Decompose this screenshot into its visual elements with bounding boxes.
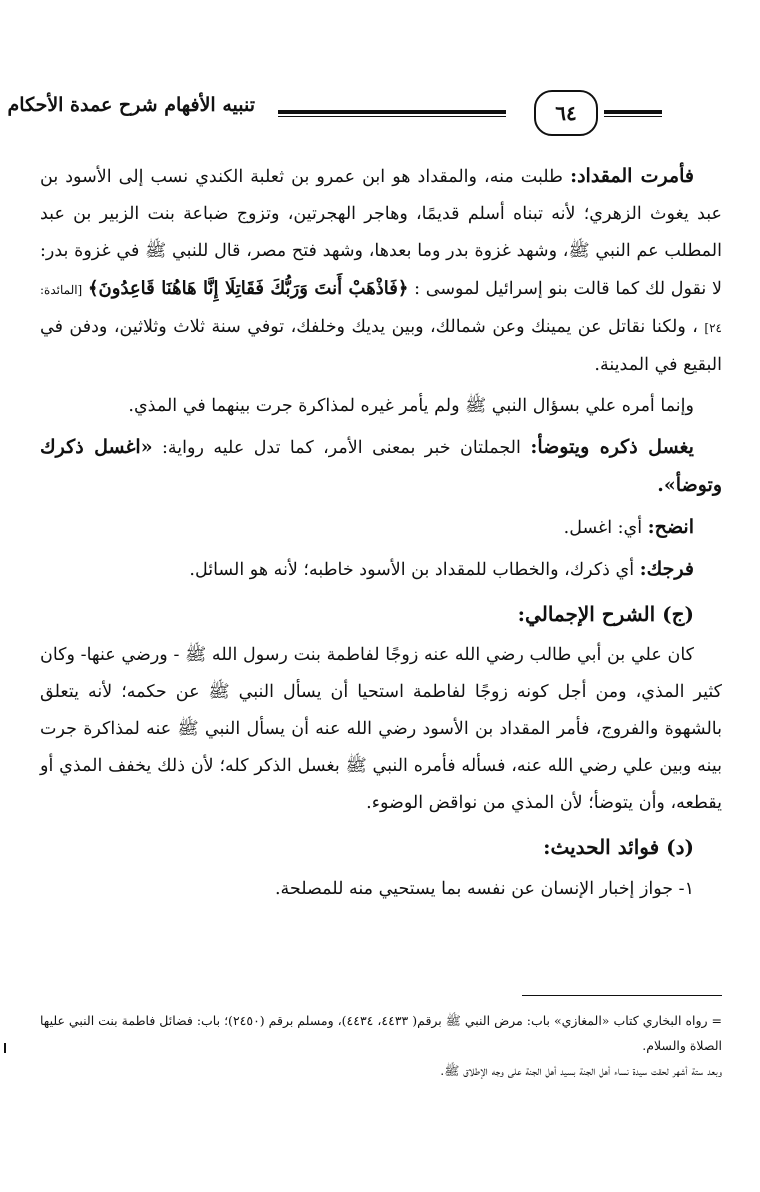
keyword-private: فرجك: [639, 558, 694, 580]
main-text [40, 158, 722, 908]
footnotes [40, 1008, 722, 1083]
paragraph-text: كان علي بن أبي طالب رضي الله عنه زوجًا لفاطمة بنت رسول الله ﷺ - ورضي عنها- وكان كثير المذي، ومن أجل كونه زوجًا لفاطمة استحيا أن يسأل النبي ﷺ عن حكمه؛ لأنه يتعلق بالشهوة والفروج، فأمر المقداد بن الأسود رضي الله عنه أن يسأل النبي ﷺ عنه لمذاكرة جرت بينه وبين علي رضي الله عنه، فسأله فأمره النبي ﷺ بغسل الذكر كله؛ لأن ذلك يخفف المذي أو يقطعه، وأن يتوضأ؛ لأن المذي من نواقض الوضوء. [40, 645, 722, 813]
keyword-sprinkle: انضح: [647, 516, 694, 538]
footnote-text: = رواه البخاري كتاب «المغازي» باب: مرض النبي ﷺ برقم( ٤٤٣٣، ٤٤٣٤)، ومسلم برقم (٢٤٥٠)؛ باب: فضائل فاطمة بنت النبي عليها الصلاة والسلام. [40, 1013, 722, 1053]
verse-reference: [المائدة: ٢٤] [40, 283, 722, 335]
section-heading-benefits: (د) فوائد الحديث: [543, 835, 694, 859]
header-rule-right-thin [604, 116, 662, 117]
paragraph-wash [40, 429, 722, 505]
footnote-rule [522, 995, 722, 996]
paragraph-text: أي: اغسل. [563, 518, 643, 538]
narration-quote: «اغسل ذكرك وتوضأ». [40, 436, 722, 496]
header-rule-left [278, 110, 506, 114]
paragraph-text: طلبت منه، والمقداد هو ابن عمرو بن ثعلبة الكندي نسب إلى الأسود بن عبد يغوث الزهري؛ لأنه تبناه أسلم قديمًا، وهاجر الهجرتين، وتزوج ضباعة بنت الزبير بن عبد المطلب عم النبي ﷺ، وشهد غزوة بدر وما بعدها، وشهد فتح مصر، قال للنبي ﷺ في غزوة بدر: لا نقول لك كما قالت بنو إسرائيل لموسى : [40, 167, 722, 299]
paragraph-miqdad [40, 158, 722, 384]
paragraph-summary [40, 637, 722, 822]
page-number: ٦٤ [534, 90, 598, 136]
keyword-wash: يغسل ذكره ويتوضأ: [530, 436, 694, 458]
section-heading-summary: (ج) الشرح الإجمالي: [517, 602, 694, 626]
paragraph-text: ، ولكنا نقاتل عن يمينك وعن شمالك، وبين يديك وخلفك، توفي سنة ثلاث وثلاثين، ودفن في البقيع في المدينة. [40, 317, 722, 375]
quran-verse: ﴿فَاذْهَبْ أَنتَ وَرَبُّكَ فَقَاتِلَا إِنَّا هَاهُنَا قَاعِدُونَ﴾ [88, 278, 409, 299]
paragraph-reason [40, 388, 722, 425]
paragraph-sprinkle [40, 509, 722, 547]
header-rule-right [604, 110, 662, 114]
paragraph-text: وإنما أمره علي بسؤال النبي ﷺ ولم يأمر غيره لمذاكرة جرت بينهما في المذي. [128, 396, 694, 416]
paragraph-text: الجملتان خبر بمعنى الأمر، كما تدل عليه رواية: [162, 438, 521, 458]
paragraph-private [40, 551, 722, 589]
running-header [0, 86, 760, 142]
paragraph-text: أي ذكرك، والخطاب للمقداد بن الأسود خاطبه؛ لأنه هو السائل. [189, 560, 635, 580]
margin-mark [4, 1043, 6, 1053]
header-rule-left-thin [278, 116, 506, 117]
benefit-item: ١- جواز إخبار الإنسان عن نفسه بما يستحيي منه للمصلحة. [274, 879, 694, 899]
footnote-text: وبعد ستة أشهر لحقت سيدة نساء أهل الجنة بسيد أهل الجنة على وجه الإطلاق ﷺ. [440, 1063, 722, 1078]
book-title: تنبيه الأفهام شرح عمدة الأحكام [7, 94, 255, 116]
keyword-miqdad: فأمرت المقداد: [570, 165, 694, 187]
